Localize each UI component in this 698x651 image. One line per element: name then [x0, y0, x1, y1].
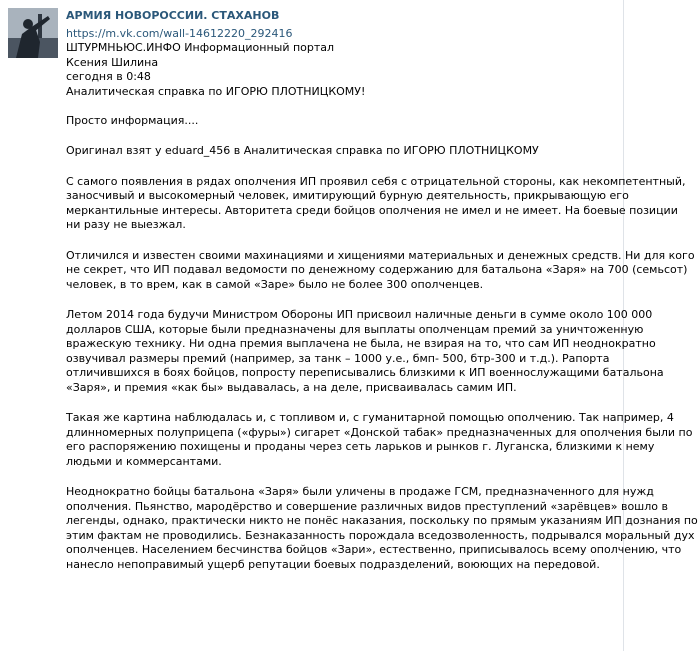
- post-header-lines: [66, 41, 611, 99]
- avatar[interactable]: [8, 8, 58, 58]
- post-header-line: Ксения Шилина: [66, 55, 159, 69]
- post-paragraph: [66, 248, 695, 293]
- post-author-link[interactable]: АРМИЯ НОВОРОССИИ. СТАХАНОВ: [66, 9, 280, 22]
- paragraph-line: Такая же картина наблюдалась и, с топливом и, с гуманитарной помощью ополчению. Так например, 4: [66, 411, 674, 424]
- paragraph-line: ни разу не выезжал.: [66, 218, 186, 231]
- post-body: [66, 9, 698, 572]
- paragraph-line: нанесло непоправимый ущерб репутации боевых подразделений, воюющих на передовой.: [66, 557, 600, 571]
- post-paragraph: [66, 174, 686, 233]
- paragraph-line: Летом 2014 года будучи Министром Обороны ИП присвоил наличные деньги в сумме около 100 000: [66, 308, 653, 321]
- paragraph-line: долларов США, которые были предназначены для выплаты ополченцам премий за уничтоженную: [66, 322, 644, 336]
- paragraph-line: отличившихся в боях бойцов, попросту переписывались близкими к ИП военнослужащими батальона: [66, 366, 664, 379]
- paragraph-line: его распоряжению похищены и проданы через сеть ларьков и рынков г. Луганска, близкими к нему: [66, 440, 655, 453]
- post-paragraph: [66, 308, 664, 395]
- paragraph-line: не секрет, что ИП подавал ведомости по денежному содержанию для батальона «Заря» на 700 (семьсот): [66, 263, 688, 276]
- post-header-line: Аналитическая справка по ИГОРЮ ПЛОТНИЦКОМУ!: [66, 84, 366, 98]
- paragraph-line: Отличился и известен своими махинациями и хищениями материальных и денежных средств. Ни для кого: [66, 248, 695, 262]
- post-source-link[interactable]: https://m.vk.com/wall-14612220_292416: [66, 27, 293, 40]
- paragraph-line: заносчивый и высокомерный человек, имитирующий бурную деятельность, прикрывающую его: [66, 189, 629, 202]
- paragraph-line: меркантильные интересы. Авторитета среди бойцов ополчения не имел и не имеет. На боевые позиции: [66, 203, 678, 217]
- paragraph-line: озвучивал размеры премий (например, за танк – 1000 у.е., бмп- 500, бтр-300 и т.д.). Рапорта: [66, 351, 610, 365]
- avatar-image-icon: [8, 8, 58, 58]
- post-header-line: сегодня в 0:48: [66, 70, 151, 83]
- paragraph-line: Оригинал взят у eduard_456 в Аналитическая справка по ИГОРЮ ПЛОТНИЦКОМУ: [66, 144, 539, 157]
- paragraph-line: длинномерных полуприцепа («фуры») сигарет «Донской табак» предназначенных для ополчения были по: [66, 425, 693, 439]
- paragraph-line: ополчения. Пьянство, мародёрство и совершение различных видов преступлений «зарёвцев» вошло в: [66, 499, 668, 513]
- paragraph-line: ополченцев. Населением бесчинства бойцов «Зари», естественно, приписывалось всему ополчению, что: [66, 543, 682, 556]
- paragraph-line: человек, в то врем, как в самой «Заре» было не более 300 ополченцев.: [66, 277, 484, 291]
- paragraph-line: С самого появления в рядах ополчения ИП проявил себя с отрицательной стороны, как некомпетентный,: [66, 174, 686, 188]
- paragraph-line: вражескую технику. Ни одна премия выплачена не была, не взирая на то, что сам ИП неоднократно: [66, 337, 656, 350]
- post-paragraph: [66, 144, 611, 159]
- paragraph-line: «Заря», и премия «как бы» выдавалась, а на деле, присваивалась самим ИП.: [66, 380, 517, 394]
- paragraph-line: легенды, однако, практически никто не понёс наказания, поскольку по прямым указаниям ИП дознания по: [66, 514, 698, 527]
- post-header-line: ШТУРМНЬЮС.ИНФО Информационный портал: [66, 41, 335, 54]
- post-paragraph: [66, 114, 611, 129]
- post-paragraph: [66, 411, 693, 469]
- post-paragraph: [66, 485, 698, 572]
- paragraph-line: Просто информация....: [66, 113, 199, 127]
- paragraph-line: Неоднократно бойцы батальона «Заря» были уличены в продаже ГСМ, предназначенного для нужд: [66, 485, 654, 498]
- paragraph-line: людьми и коммерсантами.: [66, 454, 222, 468]
- paragraph-line: этим фактам не проводились. Безнаказанность порождала вседозволенность, подрывался моральный дух: [66, 528, 695, 542]
